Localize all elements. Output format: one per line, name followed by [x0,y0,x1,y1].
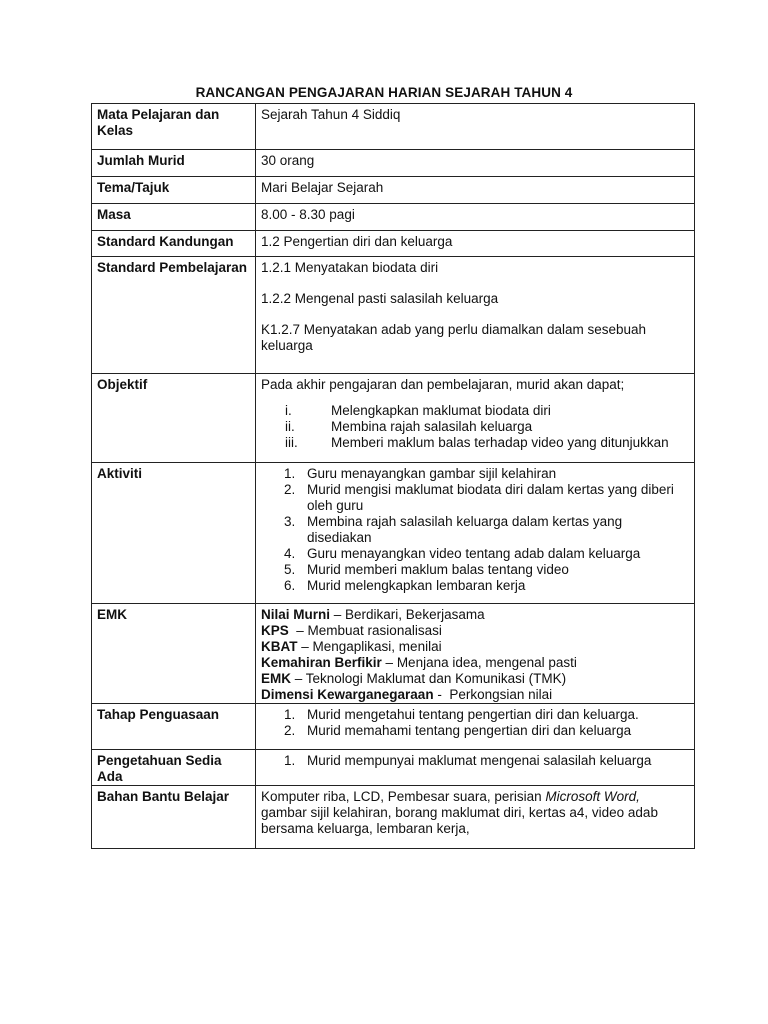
pengetahuan-list [261,753,689,769]
row-pengetahuan-sedia-ada [92,750,695,786]
label-tahap-penguasaan: Tahap Penguasaan [92,704,256,750]
list-item: 1. Murid mempunyai maklumat mengenai salasilah keluarga [284,753,652,768]
label-tema: Tema/Tajuk [92,177,256,204]
sp-item: 1.2.2 Mengenal pasti salasilah keluarga [261,291,499,306]
label-jumlah-murid: Jumlah Murid [92,150,256,177]
label-standard-pembelajaran: Standard Pembelajaran [92,257,256,374]
list-item: 2. Murid memahami tentang pengertian diri dan keluarga [284,723,632,738]
value-aktiviti [256,463,695,604]
document-title: RANCANGAN PENGAJARAN HARIAN SEJARAH TAHUN 4 [195,85,573,100]
label-bahan-bantu-belajar: Bahan Bantu Belajar [92,786,256,849]
list-item: 4. Guru menayangkan video tentang adab dalam keluarga [284,546,641,561]
row-tahap-penguasaan [92,704,695,750]
sp-item: 1.2.1 Menyatakan biodata diri [261,260,439,275]
aktiviti-list [261,466,689,594]
value-masa: 8.00 - 8.30 pagi [256,204,695,231]
row-masa [92,204,695,231]
lesson-plan-table [91,103,695,849]
list-item: ii. Membina rajah salasilah keluarga [285,419,533,434]
emk-item: Dimensi Kewarganegaraan - Perkongsian nilai [261,687,553,702]
row-standard-pembelajaran [92,257,695,374]
row-tema [92,177,695,204]
value-standard-pembelajaran [256,257,695,374]
row-jumlah-murid [92,150,695,177]
emk-item: KBAT – Mengaplikasi, menilai [261,639,442,654]
value-emk [256,604,695,704]
list-item: i. Melengkapkan maklumat biodata diri [285,403,551,418]
list-item: iii. Memberi maklum balas terhadap video yang ditunjukkan [285,435,669,450]
list-item: 6. Murid melengkapkan lembaran kerja [284,578,526,593]
label-objektif: Objektif [92,374,256,463]
row-emk [92,604,695,704]
sp-item: K1.2.7 Menyatakan adab yang perlu diamalkan dalam sesebuah keluarga [261,322,647,353]
label-emk: EMK [92,604,256,704]
value-mata-pelajaran: Sejarah Tahun 4 Siddiq [256,104,695,150]
row-mata-pelajaran [92,104,695,150]
emk-item: EMK – Teknologi Maklumat dan Komunikasi (TMK) [261,671,567,686]
objektif-list [261,403,689,451]
label-standard-kandungan: Standard Kandungan [92,231,256,257]
list-item: 5. Murid memberi maklum balas tentang video [284,562,569,577]
value-objektif [256,374,695,463]
list-item: 2. Murid mengisi maklumat biodata diri dalam kertas yang diberi oleh guru [284,482,674,513]
row-aktiviti [92,463,695,604]
row-objektif [92,374,695,463]
value-tahap-penguasaan [256,704,695,750]
label-pengetahuan-sedia-ada: Pengetahuan Sedia Ada [92,750,256,786]
value-standard-kandungan: 1.2 Pengertian diri dan keluarga [256,231,695,257]
emk-item: Nilai Murni – Berdikari, Bekerjasama [261,607,485,622]
value-jumlah-murid: 30 orang [256,150,695,177]
objektif-intro: Pada akhir pengajaran dan pembelajaran, murid akan dapat; [261,377,625,392]
tahap-list [261,707,689,739]
emk-item: Kemahiran Berfikir – Menjana idea, mengenal pasti [261,655,577,670]
value-bahan-bantu-belajar: Komputer riba, LCD, Pembesar suara, perisian Microsoft Word, gambar sijil kelahiran, borang maklumat diri, kertas a4, video adab bersama keluarga, lembaran kerja, [256,786,695,849]
row-standard-kandungan [92,231,695,257]
list-item: 1. Murid mengetahui tentang pengertian diri dan keluarga. [284,707,639,722]
value-pengetahuan-sedia-ada [256,750,695,786]
label-aktiviti: Aktiviti [92,463,256,604]
row-bahan-bantu-belajar [92,786,695,849]
emk-item: KPS – Membuat rasionalisasi [261,623,442,638]
list-item: 3. Membina rajah salasilah keluarga dalam kertas yang disediakan [284,514,623,545]
value-tema: Mari Belajar Sejarah [256,177,695,204]
list-item: 1. Guru menayangkan gambar sijil kelahiran [284,466,557,481]
label-mata-pelajaran: Mata Pelajaran dan Kelas [92,104,256,150]
label-masa: Masa [92,204,256,231]
